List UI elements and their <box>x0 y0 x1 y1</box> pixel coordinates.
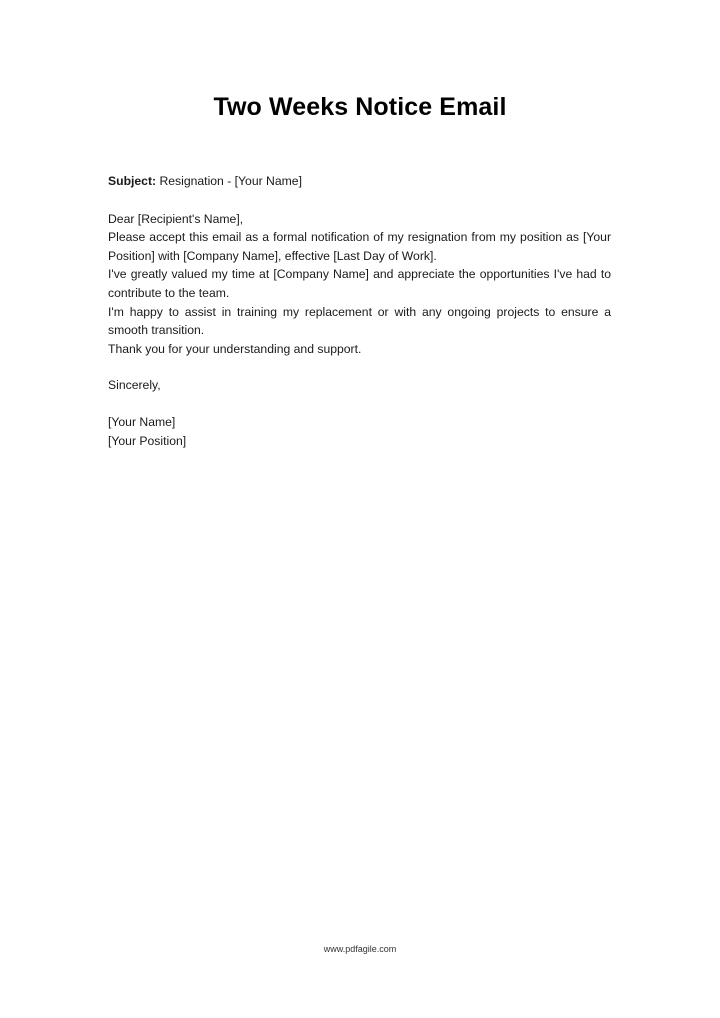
closing: Sincerely, <box>108 378 161 393</box>
signature-block <box>108 413 611 450</box>
email-body <box>108 172 611 450</box>
signature-name: [Your Name] <box>108 414 176 429</box>
paragraph-appreciation: I've greatly valued my time at [Company Name] and appreciate the opportunities I've had to contribute to the team. <box>108 267 611 300</box>
letter-body <box>108 210 611 359</box>
paragraph-thanks: Thank you for your understanding and support. <box>108 341 362 356</box>
footer-website: www.pdfagile.com <box>323 944 397 954</box>
signature-position: [Your Position] <box>108 433 187 448</box>
subject-value: Resignation - [Your Name] <box>156 174 302 188</box>
paragraph-transition: I'm happy to assist in training my replacement or with any ongoing projects to ensure a smooth transition. <box>108 304 611 338</box>
subject-line <box>108 172 611 191</box>
subject-label: Subject: <box>108 174 157 188</box>
paragraph-resignation: Please accept this email as a formal notification of my resignation from my position as [Your Position] with [Company Name], effective [Last Day of Work]. <box>108 230 611 263</box>
greeting: Dear [Recipient's Name], <box>108 211 244 226</box>
document-title: Two Weeks Notice Email <box>213 93 507 121</box>
